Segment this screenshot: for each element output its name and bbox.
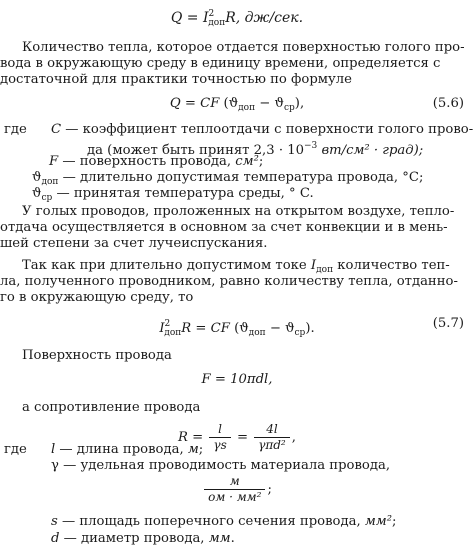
definition-d <box>51 531 474 547</box>
def-symbol: ϑ <box>32 170 42 185</box>
def-symbol: γ <box>51 458 59 473</box>
eq-subscript: доп <box>208 18 226 28</box>
definition-theta-sr <box>32 186 474 206</box>
def-unit: мм² <box>364 514 392 529</box>
equation-number-5-6: (5.6) <box>432 96 464 111</box>
paragraph-2-line-1: У голых проводов, проложенных на открытом воздухе, теплo- <box>22 204 455 219</box>
eq-symbol: CF <box>200 96 220 111</box>
eq-subscript: доп <box>164 328 182 338</box>
fraction-numerator: l <box>209 422 230 438</box>
eq-unit: , дж/сек. <box>235 10 304 26</box>
eq-operator: − <box>265 321 286 336</box>
def-symbol: ϑ <box>32 186 42 201</box>
def-unit: м <box>187 442 199 457</box>
def-subscript: доп <box>41 177 59 187</box>
paragraph-3-line-3: го в окружающую среду, то <box>0 290 194 305</box>
eq-operator: − <box>255 96 275 111</box>
def-text: — принятая температура среды, ° C. <box>52 186 314 201</box>
def-symbol: l <box>51 442 56 457</box>
equation-heat-joule <box>0 6 474 31</box>
def-punct: ; <box>267 482 272 497</box>
para-symbol: I <box>310 258 317 273</box>
eq-punct: , <box>291 430 296 445</box>
eq-operator: = <box>182 10 203 26</box>
paragraph-3-line-2: ла, полученного проводником, равно количеству тепла, отданно- <box>0 274 458 289</box>
fraction-denominator: γs <box>213 438 227 452</box>
eq-symbol: R <box>181 321 192 336</box>
eq-symbol: Q <box>170 10 183 26</box>
fraction-unit-m-over-ohm-mm2 <box>204 474 265 505</box>
fraction-denominator: ом · мм² <box>208 490 262 504</box>
conductivity-unit <box>0 474 474 506</box>
definition-l <box>4 442 474 458</box>
eq-symbol: ϑ <box>239 321 249 336</box>
def-unit: мм <box>208 531 231 546</box>
eq-subscript: доп <box>238 103 256 113</box>
def-punct: ; <box>258 154 264 169</box>
eq-symbol: Q <box>169 96 181 111</box>
eq-symbol: R <box>178 430 188 445</box>
def-punct: ; <box>392 514 397 529</box>
fraction-numerator: м <box>204 474 265 490</box>
def-text: — длина провода, <box>55 442 188 457</box>
eq-symbol: ϑ <box>274 96 284 111</box>
where-label: где <box>4 122 27 137</box>
def-unit: см² <box>235 154 259 169</box>
eq-symbol: ϑ <box>285 321 295 336</box>
eq-symbol: F <box>201 372 211 387</box>
def-symbol: s <box>51 514 58 529</box>
eq-symbol: CF <box>210 321 230 336</box>
eq-bracket: ). <box>305 321 315 336</box>
equation-number-5-7: (5.7) <box>432 316 464 331</box>
def-symbol: C <box>51 122 62 137</box>
def-punct: . <box>230 531 235 546</box>
eq-operator: = <box>191 321 211 336</box>
definition-C <box>4 122 474 138</box>
fraction-denominator: γπd² <box>258 438 286 452</box>
def-symbol: d <box>51 531 60 546</box>
def-punct: ; <box>198 442 204 457</box>
definition-gamma <box>51 458 474 474</box>
para-text: количество теп- <box>333 258 450 273</box>
def-text: — удельная проводимость материала провода, <box>58 458 391 473</box>
eq-subscript: ср <box>294 328 306 338</box>
eq-expression: = 10πdl, <box>210 372 273 387</box>
eq-bracket: ( <box>219 96 229 111</box>
paragraph-2-line-2: отдача осуществляется в основном за счет конвекции и в мень- <box>0 220 448 235</box>
def-exponent: −3 <box>304 141 318 151</box>
where-label: где <box>4 442 27 457</box>
paragraph-1-line-3: достаточной для практики точностью по формуле <box>0 72 352 87</box>
eq-bracket: ), <box>294 96 305 111</box>
def-symbol: F <box>49 154 59 169</box>
def-subscript: ср <box>41 193 53 203</box>
surface-label: Поверхность провода <box>22 348 172 363</box>
paragraph-1-line-1: Количество тепла, которое отдается поверхностью голого про- <box>22 40 465 55</box>
eq-symbol: I <box>159 321 165 336</box>
eq-symbol: R <box>225 10 236 26</box>
eq-operator: = <box>232 430 253 445</box>
eq-exponent: 2 <box>164 319 171 329</box>
fraction-numerator: 4l <box>254 422 290 438</box>
def-text: — поверхность провода, <box>58 154 236 169</box>
definition-F <box>49 154 474 170</box>
eq-bracket: ( <box>229 321 240 336</box>
eq-operator: = <box>180 96 201 111</box>
def-text: да (может быть принят 2,3 · 10 <box>87 143 304 158</box>
eq-symbol: ϑ <box>228 96 239 111</box>
paragraph-1-line-2: вода в окружающую среду в единицу времени, определяется с <box>0 56 441 71</box>
eq-exponent: 2 <box>208 9 215 19</box>
def-text: — площадь поперечного сечения провода, <box>57 514 365 529</box>
equation-surface <box>0 372 474 388</box>
def-text: — диаметр провода, <box>59 531 209 546</box>
equation-5-6 <box>0 96 474 116</box>
eq-subscript: ср <box>283 103 295 113</box>
para-text: Так как при длительно допустимом токе <box>22 258 311 273</box>
equation-5-7 <box>0 316 474 341</box>
def-text: — коэффициент теплоотдачи с поверхности голого прово- <box>61 122 474 137</box>
definition-s <box>51 514 474 530</box>
paragraph-2-line-3: шей степени за счет лучеиспускания. <box>0 236 268 251</box>
resistance-label: а сопротивление провода <box>22 400 201 415</box>
def-unit: вт/см² · град); <box>317 143 424 158</box>
def-text: — длительно допустимая температура провода, °C; <box>58 170 424 185</box>
eq-operator: = <box>187 430 208 445</box>
eq-symbol: I <box>203 10 209 26</box>
para-subscript: доп <box>316 265 334 275</box>
eq-subscript: доп <box>248 328 266 338</box>
